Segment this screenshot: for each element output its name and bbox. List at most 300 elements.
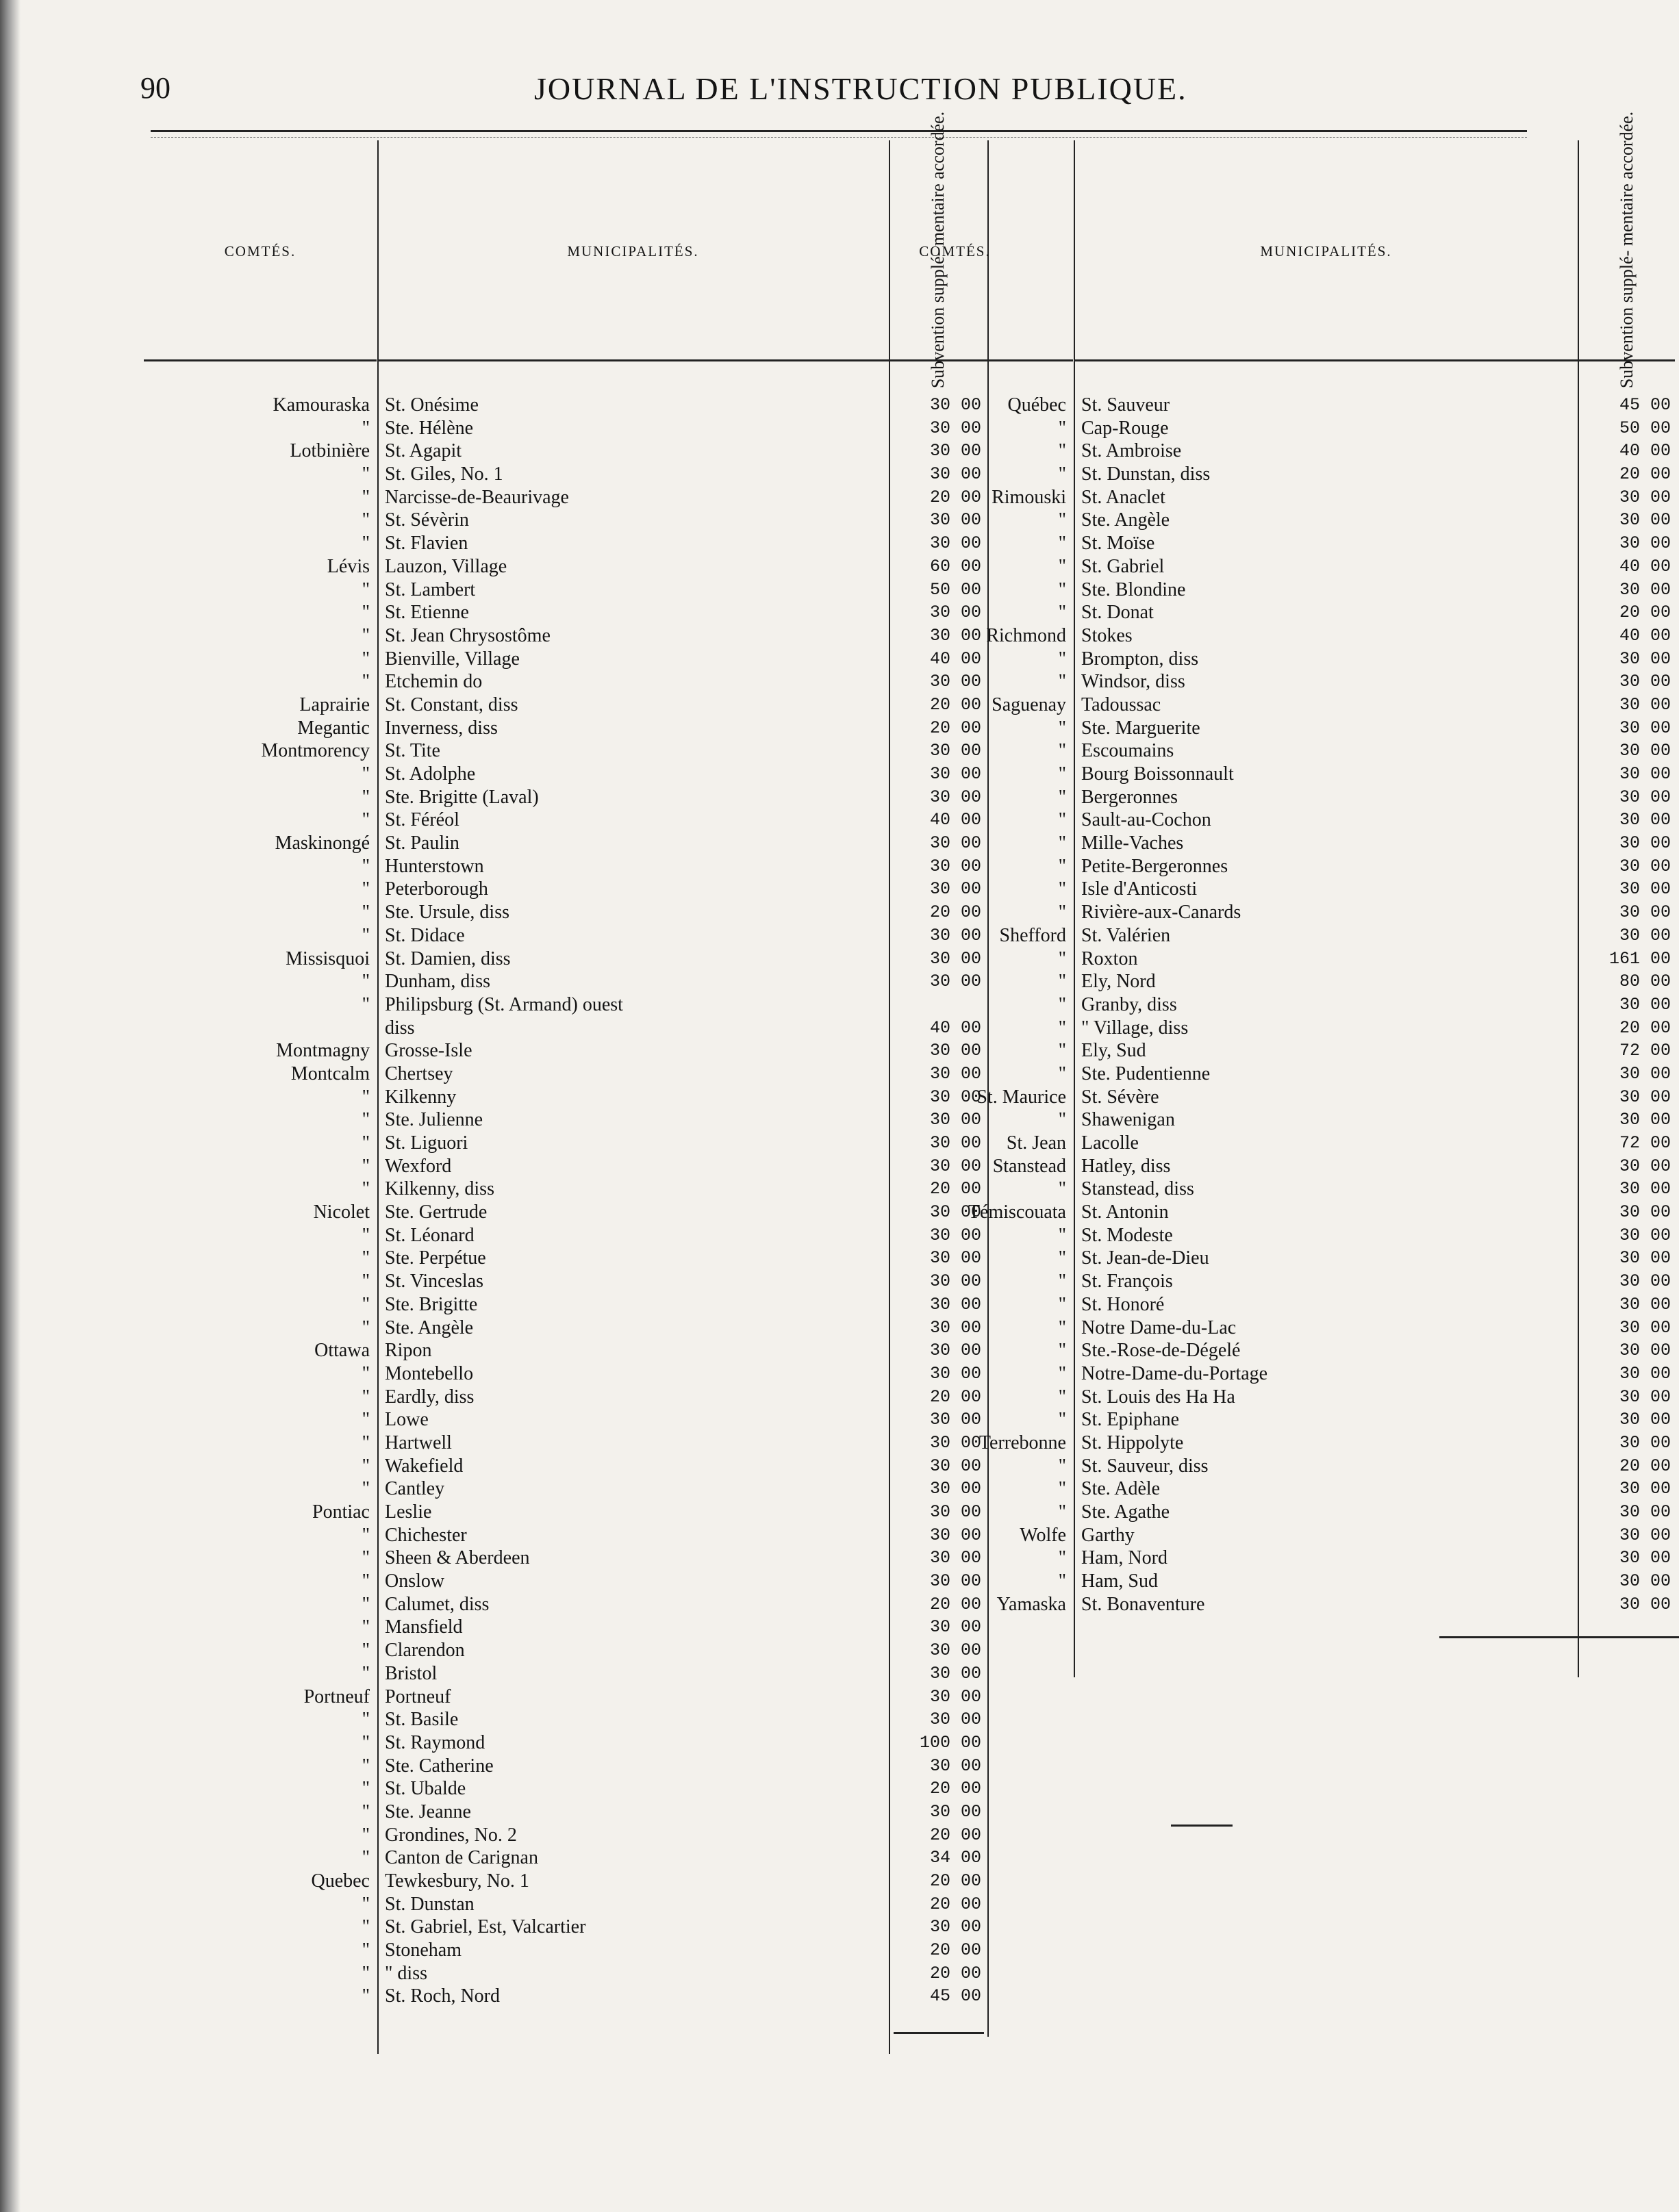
county-cell: " — [1058, 948, 1066, 969]
table-row — [837, 1501, 1676, 1524]
county-cell: " — [362, 1985, 370, 2007]
amount-cell: 30 00 — [929, 787, 981, 807]
county-cell: " — [1058, 1178, 1066, 1200]
amount-cell: 20 00 — [929, 1963, 981, 1983]
page-edge-shadow — [0, 0, 21, 2212]
municipality-cell: Clarendon — [385, 1640, 465, 1662]
municipality-cell: St. François — [1081, 1271, 1173, 1293]
county-cell: Stanstead — [992, 1155, 1066, 1177]
table-row — [144, 1777, 986, 1801]
amount-cell: 20 00 — [1619, 602, 1671, 623]
county-cell: Maskinongé — [275, 832, 370, 854]
table-row — [837, 1293, 1676, 1317]
table-row — [837, 555, 1676, 579]
amount-cell: 30 00 — [929, 510, 981, 531]
county-cell: " — [362, 1432, 370, 1453]
county-cell: " — [362, 1893, 370, 1915]
amount-cell: 30 00 — [1619, 672, 1671, 692]
municipality-cell: St. Valérien — [1081, 924, 1171, 946]
amount-cell: 30 00 — [929, 1571, 981, 1592]
county-cell: " — [1058, 1386, 1066, 1408]
table-row — [837, 1201, 1676, 1224]
county-cell: " — [1058, 1362, 1066, 1384]
table-row — [837, 532, 1676, 555]
county-header — [144, 140, 377, 361]
amount-cell: 40 00 — [1619, 625, 1671, 646]
county-cell: " — [362, 1524, 370, 1546]
county-cell: St. Maurice — [976, 1086, 1066, 1108]
municipality-cell: Ham, Sud — [1081, 1571, 1158, 1592]
table-row — [837, 1317, 1676, 1340]
municipality-cell: Leslie — [385, 1501, 432, 1523]
county-cell: " — [362, 1731, 370, 1753]
amount-cell: 30 00 — [1619, 833, 1671, 854]
table-row — [837, 809, 1676, 832]
amount-cell: 30 00 — [929, 971, 981, 992]
municipality-cell: St. Moïse — [1081, 533, 1155, 555]
county-cell: " — [1058, 1478, 1066, 1500]
municipality-cell: St. Gabriel — [1081, 555, 1165, 577]
municipality-cell: Ste. Angèle — [1081, 509, 1170, 531]
county-cell: Richmond — [986, 624, 1066, 646]
amount-cell: 30 00 — [1619, 648, 1671, 669]
county-cell: " — [1058, 417, 1066, 439]
top-rule-dashed — [151, 137, 1527, 138]
county-cell: Shefford — [999, 924, 1066, 946]
municipality-cell: Kilkenny, diss — [385, 1178, 494, 1200]
amount-cell: 30 00 — [929, 833, 981, 854]
table-row — [837, 1108, 1676, 1132]
municipality-cell: Chertsey — [385, 1063, 453, 1084]
municipality-cell: Wexford — [385, 1155, 452, 1177]
amount-cell: 20 00 — [929, 717, 981, 738]
county-cell: " — [1058, 1247, 1066, 1269]
municipality-cell: St. Sévère — [1081, 1086, 1159, 1108]
municipality-cell: Bourg Boissonnault — [1081, 763, 1234, 785]
county-cell: " — [362, 1271, 370, 1293]
municipality-cell: Inverness, diss — [385, 717, 498, 739]
county-cell: " — [362, 1916, 370, 1938]
municipality-cell: Cap-Rouge — [1081, 417, 1169, 439]
amount-cell: 30 00 — [1619, 787, 1671, 807]
county-cell: Terrebonne — [979, 1432, 1066, 1453]
municipality-cell: Hartwell — [385, 1432, 452, 1453]
subvention-header-label: Subvention supplé- mentaire accordée. — [1617, 111, 1637, 389]
municipality-cell: St. Louis des Ha Ha — [1081, 1386, 1235, 1408]
table-row — [837, 670, 1676, 694]
county-cell: " — [362, 1224, 370, 1246]
municipality-cell: Dunham, diss — [385, 971, 490, 993]
table-row — [837, 1178, 1676, 1201]
municipality-cell: Rivière-aux-Canards — [1081, 902, 1241, 924]
county-cell: " — [1058, 1571, 1066, 1592]
municipality-cell: Notre Dame-du-Lac — [1081, 1317, 1237, 1338]
table-row — [837, 440, 1676, 463]
municipality-cell: Ste. Jeanne — [385, 1801, 471, 1822]
county-cell: " — [362, 1778, 370, 1800]
municipality-cell: St. Basile — [385, 1709, 459, 1731]
county-cell: " — [1058, 740, 1066, 762]
table-row — [837, 717, 1676, 740]
municipality-cell: St. Jean Chrysostôme — [385, 624, 551, 646]
amount-cell: 30 00 — [1619, 1317, 1671, 1338]
table-row — [837, 1455, 1676, 1478]
municipality-cell: Garthy — [1081, 1524, 1135, 1546]
table-row — [837, 1339, 1676, 1362]
county-cell: " — [362, 533, 370, 555]
amount-cell: 30 00 — [929, 1363, 981, 1384]
municipality-header-label: MUNICIPALITÉS. — [1260, 243, 1392, 259]
amount-cell: 30 00 — [929, 1248, 981, 1269]
municipality-cell: Ste. Catherine — [385, 1755, 494, 1777]
county-cell: " — [1058, 832, 1066, 854]
amount-cell: 40 00 — [929, 1017, 981, 1038]
table-row — [144, 1639, 986, 1662]
amount-cell: 30 00 — [929, 879, 981, 900]
municipality-cell: St. Constant, diss — [385, 694, 518, 715]
municipality-cell: Ste. Brigitte (Laval) — [385, 786, 539, 808]
county-cell: Portneuf — [303, 1686, 370, 1707]
county-cell: " — [362, 1662, 370, 1684]
amount-cell: 30 00 — [929, 1340, 981, 1361]
county-cell: " — [362, 1571, 370, 1592]
amount-cell: 20 00 — [1619, 1455, 1671, 1476]
amount-cell: 20 00 — [929, 1894, 981, 1914]
amount-cell: 50 00 — [929, 579, 981, 600]
municipality-cell: St. Paulin — [385, 832, 459, 854]
amount-cell: 30 00 — [1619, 1086, 1671, 1107]
municipality-cell: St. Adolphe — [385, 763, 476, 785]
county-cell: " — [1058, 763, 1066, 785]
county-cell: " — [1058, 1340, 1066, 1362]
amount-cell: 30 00 — [1619, 487, 1671, 507]
amount-cell: 40 00 — [1619, 441, 1671, 461]
municipality-cell: Ste. Hélène — [385, 417, 474, 439]
municipality-cell: Windsor, diss — [1081, 671, 1185, 693]
county-cell: " — [362, 902, 370, 924]
amount-cell: 30 00 — [929, 1041, 981, 1061]
amount-cell: 30 00 — [1619, 510, 1671, 531]
municipality-cell: Ste. Brigitte — [385, 1293, 478, 1315]
municipality-cell: St. Dunstan — [385, 1893, 475, 1915]
amount-cell: 30 00 — [929, 1225, 981, 1245]
amount-cell: 30 00 — [1619, 533, 1671, 554]
table-row — [837, 1132, 1676, 1155]
municipality-cell: St. Flavien — [385, 533, 468, 555]
municipality-cell: Kilkenny — [385, 1086, 457, 1108]
county-cell: " — [362, 624, 370, 646]
county-cell: " — [362, 1616, 370, 1638]
municipality-cell: Eardly, diss — [385, 1386, 475, 1408]
county-cell: " — [362, 486, 370, 508]
municipality-cell: Sheen & Aberdeen — [385, 1547, 530, 1569]
amount-cell: 20 00 — [929, 1179, 981, 1199]
municipality-cell: Narcisse-de-Beaurivage — [385, 486, 569, 508]
amount-cell: 30 00 — [1619, 1110, 1671, 1130]
municipality-cell: Granby, diss — [1081, 993, 1177, 1015]
table-row — [837, 1362, 1676, 1386]
amount-cell: 30 00 — [929, 764, 981, 784]
municipality-header-label: MUNICIPALITÉS. — [567, 243, 699, 259]
separator-dash — [1171, 1825, 1233, 1827]
county-cell: " — [362, 1247, 370, 1269]
county-cell: " — [362, 1386, 370, 1408]
municipality-cell: St. Vinceslas — [385, 1271, 484, 1293]
amount-cell: 72 00 — [1619, 1041, 1671, 1061]
county-header-label: COMTÉS. — [919, 243, 991, 259]
running-title: JOURNAL DE L'INSTRUCTION PUBLIQUE. — [534, 71, 1187, 106]
county-cell: " — [362, 924, 370, 946]
amount-cell: 20 00 — [929, 694, 981, 715]
table-row — [144, 1939, 986, 1962]
county-cell: " — [1058, 855, 1066, 877]
total-rule — [894, 2032, 984, 2034]
amount-cell: 30 00 — [929, 1801, 981, 1822]
county-cell: " — [1058, 1317, 1066, 1338]
municipality-cell: St. Honoré — [1081, 1293, 1165, 1315]
amount-cell: 30 00 — [929, 464, 981, 485]
subvention-header-label: Subvention supplé- mentaire accordée. — [928, 111, 948, 389]
table-row — [144, 1662, 986, 1686]
municipality-cell: Etchemin do — [385, 671, 483, 693]
county-cell: " — [362, 1293, 370, 1315]
table-row — [837, 486, 1676, 509]
table-row — [144, 1824, 986, 1847]
municipality-cell: St. Damien, diss — [385, 948, 511, 969]
amount-cell: 45 00 — [1619, 395, 1671, 415]
table-row — [837, 601, 1676, 624]
amount-cell: 30 00 — [929, 672, 981, 692]
county-cell: Montmagny — [276, 1040, 370, 1062]
municipality-cell: Ste. Gertrude — [385, 1202, 488, 1223]
municipality-cell: Philipsburg (St. Armand) ouest — [385, 993, 623, 1015]
county-cell: " — [1058, 671, 1066, 693]
county-cell: Québec — [1007, 394, 1066, 416]
municipality-cell: Ham, Nord — [1081, 1547, 1167, 1569]
municipality-cell: " Village, diss — [1081, 1017, 1189, 1039]
municipality-cell: Tadoussac — [1081, 694, 1161, 715]
municipality-cell: Petite-Bergeronnes — [1081, 855, 1228, 877]
municipality-cell: St. Giles, No. 1 — [385, 463, 503, 485]
table-row — [837, 970, 1676, 993]
amount-cell: 40 00 — [929, 810, 981, 830]
county-cell: Nicolet — [313, 1202, 370, 1223]
amount-cell: 30 00 — [1619, 1156, 1671, 1176]
table-row — [837, 1477, 1676, 1501]
amount-cell: 30 00 — [929, 441, 981, 461]
amount-cell: 30 00 — [929, 418, 981, 438]
municipality-cell: St. Hippolyte — [1081, 1432, 1184, 1453]
table-row — [837, 509, 1676, 532]
municipality-cell: Stanstead, diss — [1081, 1178, 1194, 1200]
amount-cell: 30 00 — [1619, 1432, 1671, 1453]
table-row — [837, 786, 1676, 809]
county-cell: " — [1058, 1224, 1066, 1246]
municipality-cell: Lowe — [385, 1409, 429, 1431]
amount-cell: 34 00 — [929, 1848, 981, 1868]
municipality-cell: Wakefield — [385, 1455, 464, 1477]
municipality-cell: Bristol — [385, 1662, 438, 1684]
municipality-cell: Ste. Julienne — [385, 1109, 483, 1131]
table-row — [144, 1616, 986, 1639]
amount-cell: 30 00 — [929, 533, 981, 554]
amount-cell: 30 00 — [1619, 1271, 1671, 1292]
county-cell: " — [362, 1801, 370, 1822]
table-row — [837, 648, 1676, 671]
amount-cell: 30 00 — [929, 1410, 981, 1430]
county-cell: " — [1058, 878, 1066, 900]
amount-cell: 30 00 — [1619, 1202, 1671, 1223]
county-cell: " — [1058, 971, 1066, 993]
amount-cell: 40 00 — [1619, 556, 1671, 576]
amount-cell: 30 00 — [929, 1686, 981, 1707]
amount-cell: 20 00 — [929, 1871, 981, 1891]
county-cell: " — [362, 1317, 370, 1338]
county-cell: " — [1058, 1501, 1066, 1523]
amount-cell: 30 00 — [929, 395, 981, 415]
county-cell: " — [362, 1155, 370, 1177]
amount-cell: 30 00 — [929, 1455, 981, 1476]
amount-cell: 30 00 — [1619, 717, 1671, 738]
municipality-cell: Notre-Dame-du-Portage — [1081, 1362, 1268, 1384]
table-row — [837, 901, 1676, 924]
county-cell: Ottawa — [314, 1340, 370, 1362]
amount-cell: 30 00 — [1619, 1386, 1671, 1407]
table-row — [837, 1570, 1676, 1593]
municipality-cell: Peterborough — [385, 878, 488, 900]
amount-cell: 30 00 — [929, 948, 981, 969]
county-cell: " — [362, 671, 370, 693]
amount-cell: 30 00 — [929, 1294, 981, 1314]
county-cell: " — [362, 1086, 370, 1108]
municipality-cell: Ste. Perpétue — [385, 1247, 486, 1269]
municipality-cell: Ste. Agathe — [1081, 1501, 1170, 1523]
right-table-rows — [837, 394, 1676, 1616]
amount-cell: 30 00 — [1619, 694, 1671, 715]
municipality-cell: Ely, Nord — [1081, 971, 1156, 993]
county-header-label: COMTÉS. — [224, 243, 296, 259]
amount-cell: 30 00 — [929, 1617, 981, 1638]
amount-cell: 30 00 — [929, 1663, 981, 1683]
county-cell: " — [1058, 1409, 1066, 1431]
municipality-cell: Ste. Marguerite — [1081, 717, 1200, 739]
table-row — [837, 1086, 1676, 1109]
table-row — [837, 1155, 1676, 1178]
municipality-cell: St. Modeste — [1081, 1224, 1173, 1246]
amount-cell: 30 00 — [929, 1063, 981, 1084]
county-cell: " — [362, 602, 370, 624]
amount-cell: 20 00 — [1619, 1017, 1671, 1038]
municipality-cell: St. Raymond — [385, 1731, 485, 1753]
municipality-cell: St. Anaclet — [1081, 486, 1165, 508]
municipality-cell: Cantley — [385, 1478, 445, 1500]
amount-cell: 30 00 — [929, 1502, 981, 1522]
county-cell: " — [1058, 602, 1066, 624]
table-row — [837, 924, 1676, 948]
amount-cell: 50 00 — [1619, 418, 1671, 438]
amount-cell: 30 00 — [1619, 741, 1671, 761]
amount-cell: 30 00 — [1619, 1525, 1671, 1545]
county-cell: Rimouski — [992, 486, 1066, 508]
municipality-cell: Ste. Angèle — [385, 1317, 474, 1338]
county-cell: " — [1058, 786, 1066, 808]
county-cell: " — [1058, 902, 1066, 924]
table-row — [837, 417, 1676, 440]
county-cell: " — [362, 786, 370, 808]
municipality-cell: Ely, Sud — [1081, 1040, 1146, 1062]
amount-cell: 30 00 — [1619, 1294, 1671, 1314]
amount-cell: 20 00 — [929, 1386, 981, 1407]
municipality-cell: Montebello — [385, 1362, 474, 1384]
municipality-cell: St. Roch, Nord — [385, 1985, 500, 2007]
county-cell: Lotbinière — [290, 440, 370, 462]
subvention-header — [1579, 111, 1675, 389]
municipality-cell: St. Onésime — [385, 394, 479, 416]
county-cell: Missisquoi — [286, 948, 370, 969]
amount-cell: 30 00 — [1619, 856, 1671, 876]
county-cell: " — [1058, 509, 1066, 531]
municipality-cell: St. Epiphane — [1081, 1409, 1180, 1431]
table-row — [144, 1846, 986, 1870]
county-cell: " — [362, 463, 370, 485]
municipality-cell: St. Féréol — [385, 809, 459, 831]
amount-cell: 80 00 — [1619, 971, 1671, 992]
county-cell: " — [362, 809, 370, 831]
municipality-cell: Bergeronnes — [1081, 786, 1178, 808]
county-cell: " — [1058, 1455, 1066, 1477]
amount-cell: 72 00 — [1619, 1133, 1671, 1153]
table-row — [837, 1524, 1676, 1547]
county-cell: " — [362, 1547, 370, 1569]
county-cell: " — [362, 993, 370, 1015]
county-cell: Laprairie — [299, 694, 370, 715]
amount-cell: 20 00 — [929, 902, 981, 923]
table-row — [144, 1686, 986, 1709]
municipality-cell: St. Donat — [1081, 602, 1154, 624]
municipality-cell: Ste. Adèle — [1081, 1478, 1161, 1500]
county-cell: " — [362, 579, 370, 600]
amount-cell: 20 00 — [1619, 464, 1671, 485]
amount-cell: 30 00 — [1619, 1225, 1671, 1245]
amount-cell: 40 00 — [929, 648, 981, 669]
county-cell: " — [362, 1940, 370, 1961]
county-cell: " — [362, 971, 370, 993]
municipality-cell: St. Sauveur, diss — [1081, 1455, 1209, 1477]
page-number: 90 — [140, 71, 171, 105]
municipality-cell: Ste.-Rose-de-Dégelé — [1081, 1340, 1241, 1362]
amount-cell: 30 00 — [1619, 994, 1671, 1015]
municipality-cell: Calumet, diss — [385, 1593, 490, 1615]
municipality-cell: St. Jean-de-Dieu — [1081, 1247, 1209, 1269]
county-cell: " — [362, 1824, 370, 1846]
county-cell: " — [1058, 1547, 1066, 1569]
county-cell: " — [1058, 648, 1066, 670]
county-cell: " — [1058, 463, 1066, 485]
municipality-cell: Tewkesbury, No. 1 — [385, 1870, 529, 1892]
county-cell: Montcalm — [290, 1063, 370, 1084]
amount-cell: 30 00 — [1619, 1502, 1671, 1522]
county-cell: " — [362, 1409, 370, 1431]
county-cell: Megantic — [297, 717, 370, 739]
amount-cell: 30 00 — [1619, 1248, 1671, 1269]
table-row — [144, 1985, 986, 2008]
amount-cell: 30 00 — [929, 741, 981, 761]
municipality-cell: St. Antonin — [1081, 1202, 1169, 1223]
municipality-cell: St. Sévèrin — [385, 509, 469, 531]
county-cell: " — [362, 878, 370, 900]
table-row — [144, 1870, 986, 1893]
municipality-cell: Ripon — [385, 1340, 432, 1362]
